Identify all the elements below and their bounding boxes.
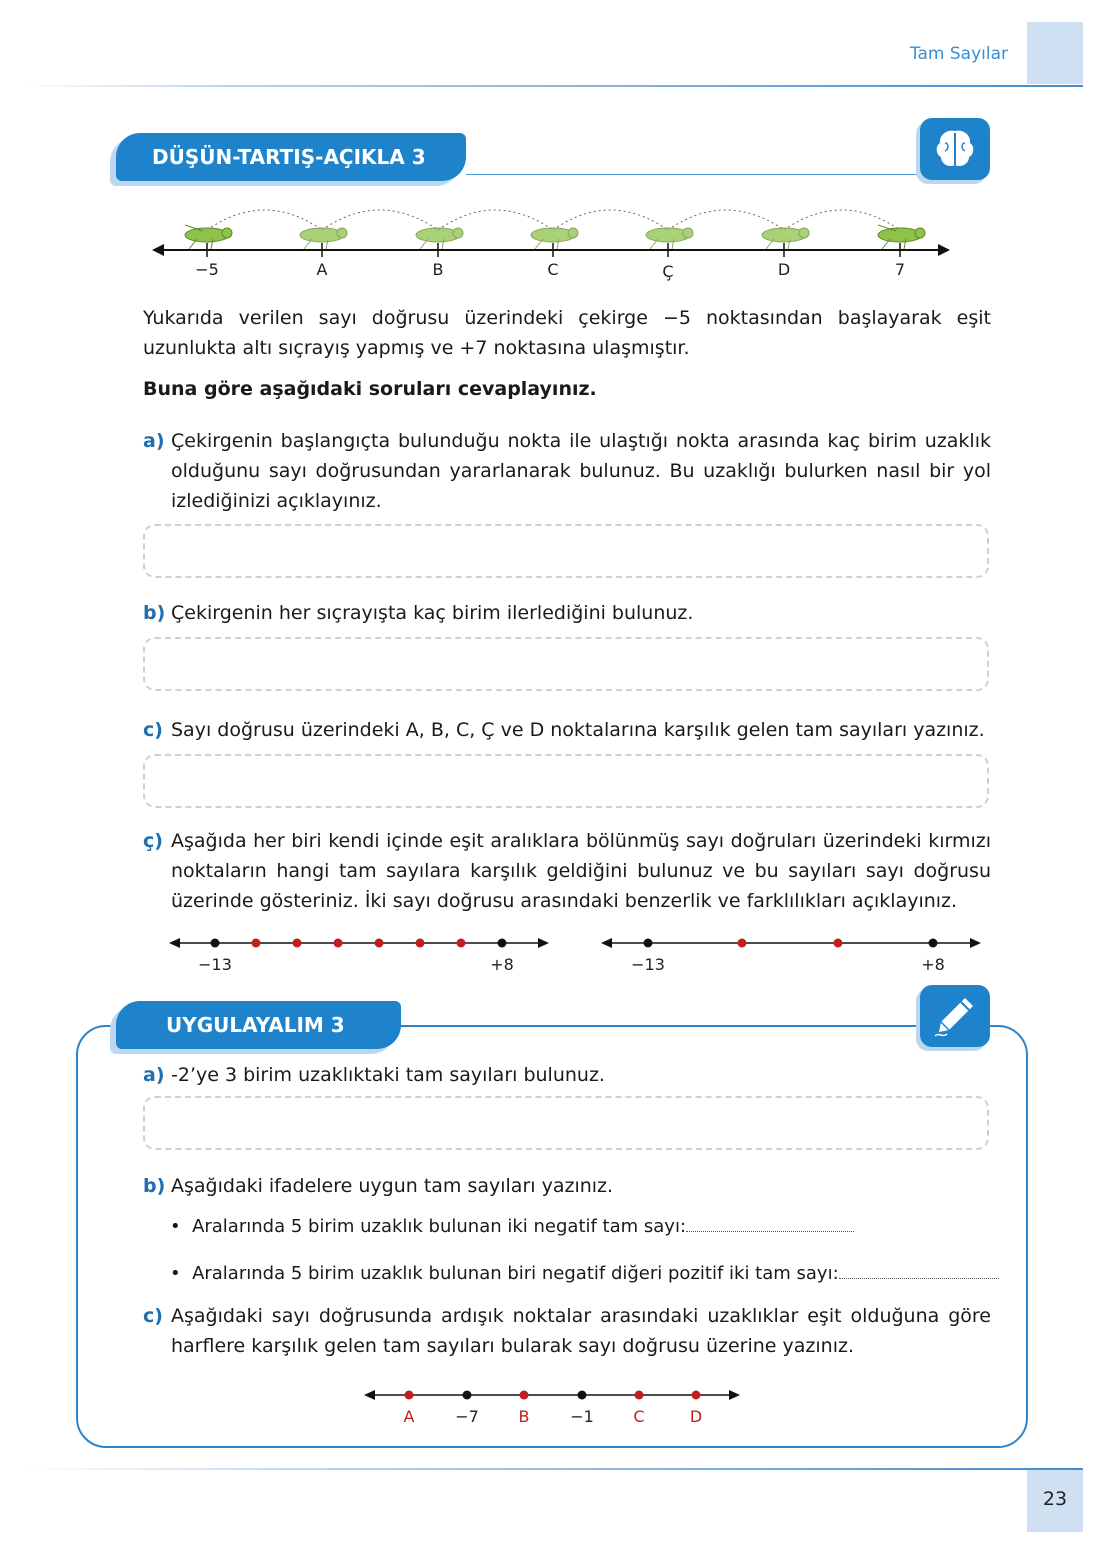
- answer-box-b[interactable]: [143, 637, 989, 691]
- question-text: Aşağıdaki sayı doğrusunda ardışık noktalar arasındaki uzaklıklar eşit olduğuna göre harflere karşılık gelen tam sayıları bularak sayı doğrusu üzerine yazınız.: [171, 1305, 991, 1357]
- number-line-2: [597, 928, 987, 978]
- question-letter: a): [143, 430, 165, 452]
- number-line-1: [165, 928, 555, 978]
- intro-paragraph: Yukarıda verilen sayı doğrusu üzerindeki çekirge −5 noktasından başlayarak eşit uzunlukta altı sıçrayış yapmış ve +7 noktasına ulaşmıştır.: [143, 307, 991, 359]
- footer-divider: [20, 1468, 1083, 1470]
- grasshopper-icon: [185, 225, 925, 249]
- nl-label: A: [316, 260, 328, 279]
- black-point: [578, 1391, 587, 1400]
- black-point: [929, 939, 938, 948]
- red-point: [334, 939, 343, 948]
- nl-label: B: [432, 260, 444, 279]
- practice-question-c: [143, 1301, 991, 1361]
- nl-label: B: [518, 1407, 530, 1426]
- red-point: [738, 939, 747, 948]
- number-line-3: [360, 1380, 750, 1430]
- question-text: Çekirgenin başlangıçta bulunduğu nokta ile ulaştığı nokta arasında kaç birim uzaklık olduğunu sayı doğrusundan yararlanarak bulunuz. Bu uzaklığı bulurken nasıl bir yol izlediğinizi açıklayınız.: [171, 430, 991, 512]
- red-point: [834, 939, 843, 948]
- red-point: [416, 939, 425, 948]
- section-banner-uyg: UYGULAYALIM 3: [116, 1001, 401, 1049]
- nl-label: −13: [198, 955, 232, 974]
- question-letter: c): [143, 1305, 163, 1327]
- red-point: [375, 939, 384, 948]
- bullet-dot: •: [170, 1216, 193, 1237]
- black-point: [463, 1391, 472, 1400]
- question-b: [143, 598, 991, 628]
- red-point: [293, 939, 302, 948]
- instruction-text: Buna göre aşağıdaki soruları cevaplayınız.: [143, 378, 597, 400]
- answer-dotted-line[interactable]: [839, 1266, 999, 1279]
- answer-box-c[interactable]: [143, 754, 989, 808]
- red-point: [405, 1391, 414, 1400]
- brain-icon: [920, 118, 990, 180]
- pencil-icon: [920, 985, 990, 1047]
- bullet-item-1: [170, 1214, 854, 1240]
- red-point: [457, 939, 466, 948]
- bullet-item-2: [170, 1261, 999, 1287]
- black-point: [211, 939, 220, 948]
- nl-label: D: [689, 1407, 703, 1426]
- nl-label: −13: [631, 955, 665, 974]
- question-cedilla: [143, 826, 991, 916]
- jump-arcs: [207, 210, 900, 230]
- question-letter: b): [143, 1175, 166, 1197]
- question-text: Sayı doğrusu üzerindeki A, B, C, Ç ve D noktalarına karşılık gelen tam sayıları yazınız.: [171, 719, 985, 741]
- bullet-dot: •: [170, 1263, 193, 1284]
- red-point: [635, 1391, 644, 1400]
- practice-question-b: [143, 1171, 991, 1201]
- question-letter: c): [143, 719, 163, 741]
- question-letter: a): [143, 1064, 165, 1086]
- black-point: [498, 939, 507, 948]
- nl-label: +8: [490, 955, 514, 974]
- question-c: [143, 715, 991, 745]
- bullet-text: Aralarında 5 birim uzaklık bulunan iki negatif tam sayı:: [192, 1216, 687, 1237]
- page-number: 23: [1042, 1488, 1068, 1510]
- answer-box-practice-a[interactable]: [143, 1096, 989, 1150]
- red-point: [252, 939, 261, 948]
- banner-rule: [466, 174, 926, 175]
- question-text: Aşağıda her biri kendi içinde eşit aralıklara bölünmüş sayı doğruları üzerindeki kırmızı noktaların hangi tam sayılara karşılık geldiğini bulunuz ve bu sayıları sayı doğrusu üzerinde gösteriniz. İki sayı doğrusu arasındaki benzerlik ve farklılıkları açıklayınız.: [171, 830, 991, 912]
- nl-label: Ç: [662, 262, 674, 281]
- nl-label: −7: [455, 1407, 479, 1426]
- question-letter: ç): [143, 830, 163, 852]
- nl-label: −5: [195, 260, 219, 279]
- chapter-title: Tam Sayılar: [909, 44, 1008, 64]
- red-point: [520, 1391, 529, 1400]
- answer-box-a[interactable]: [143, 524, 989, 578]
- practice-question-a: [143, 1060, 991, 1090]
- header-divider: [20, 85, 1083, 87]
- question-text: Çekirgenin her sıçrayışta kaç birim ilerlediğini bulunuz.: [171, 602, 694, 624]
- header-corner-box: [1027, 22, 1083, 84]
- nl-label: C: [633, 1407, 645, 1426]
- question-a: [143, 426, 991, 516]
- nl-label: D: [777, 260, 791, 279]
- nl-label: A: [403, 1407, 415, 1426]
- nl-label: −1: [570, 1407, 594, 1426]
- question-text: Aşağıdaki ifadelere uygun tam sayıları yazınız.: [171, 1175, 614, 1197]
- nl-label: +8: [921, 955, 945, 974]
- question-text: -2’ye 3 birim uzaklıktaki tam sayıları bulunuz.: [171, 1064, 605, 1086]
- question-letter: b): [143, 602, 166, 624]
- nl-label: 7: [894, 260, 906, 279]
- black-point: [644, 939, 653, 948]
- grasshopper-number-line: [150, 195, 960, 290]
- red-point: [692, 1391, 701, 1400]
- answer-dotted-line[interactable]: [686, 1219, 854, 1232]
- bullet-text: Aralarında 5 birim uzaklık bulunan biri negatif diğeri pozitif iki tam sayı:: [192, 1263, 839, 1284]
- nl-label: C: [547, 260, 559, 279]
- section-banner-dta: DÜŞÜN-TARTIŞ-AÇIKLA 3: [116, 133, 466, 181]
